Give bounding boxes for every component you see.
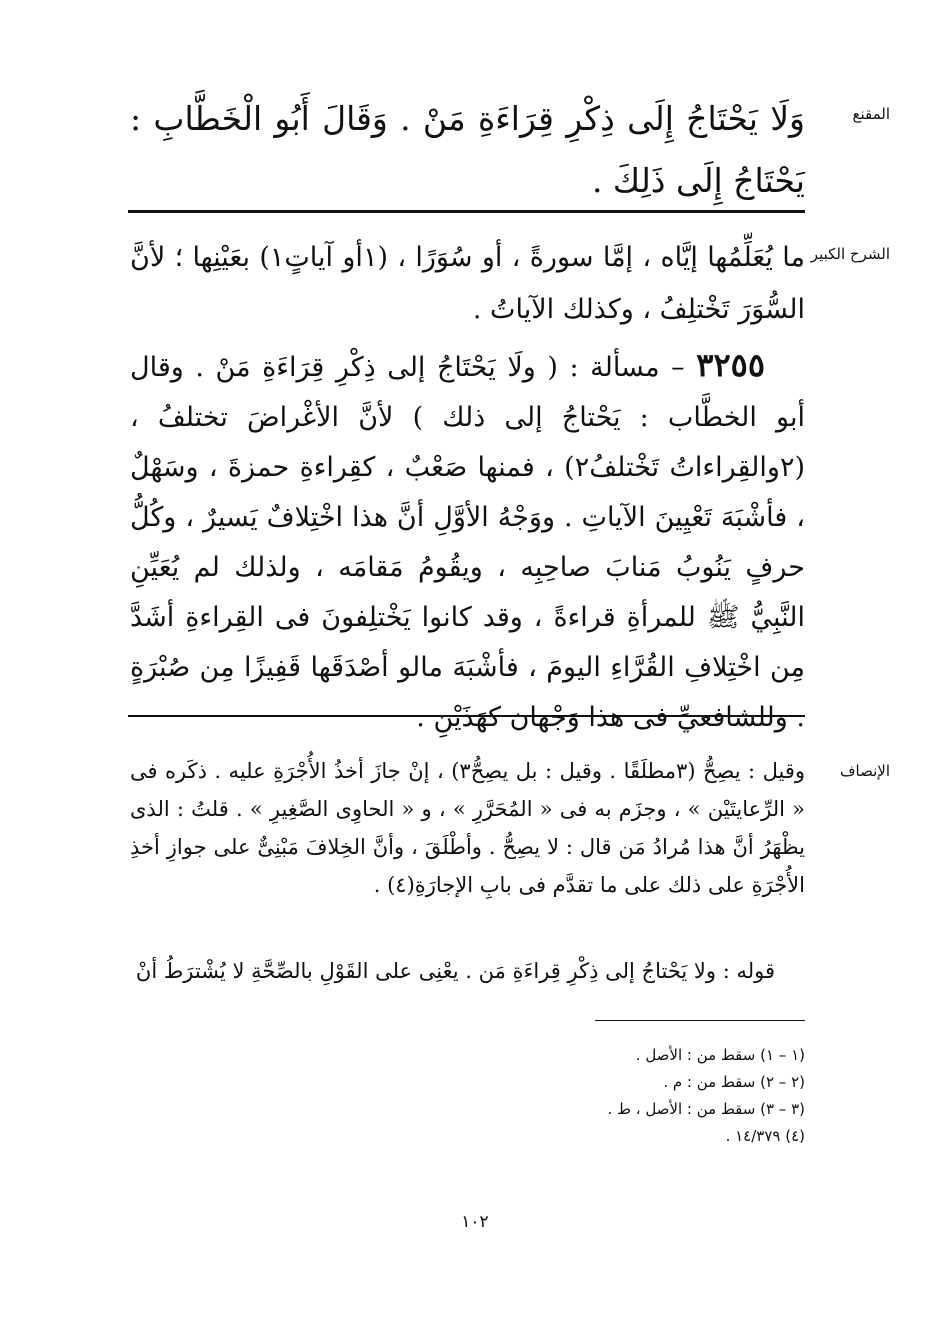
footnote-3: (٣ – ٣) سقط من : الأصل ، ط . (607, 1100, 805, 1118)
sharh-paragraph-2-text: – مسألة : ( ولَا يَحْتَاجُ إلى ذِكْرِ قِرَاءَةِ مَنْ . وقال أبو الخطَّاب : يَحْتاجُ إلى ذلك ) لأنَّ الأغْراضَ تختلفُ ، (٢والقِراءاتُ تَخْتلفُ٢) ، فمنها صَعْبٌ ، كقِراءةِ حمزةَ ، وسَهْلٌ ، فأشْبَهَ تَعْيِينَ الآياتِ . ووَجْهُ الأوَّلِ أنَّ هذا اخْتِلافٌ يَسيرٌ ، وكُلُّ حرفٍ يَنُوبُ مَنابَ صاحِبِه ، ويقُومُ مَقامَه ، ولذلك لم يُعَيِّنِ النَّبِيُّ ﷺ للمرأةِ قراءةً ، وقد كانوا يَخْتلِفونَ فى القِراءةِ أشَدَّ مِن اخْتِلافِ القُرَّاءِ اليومَ ، فأشْبَهَ مالو أصْدَقَها قَفِيزًا مِن صُبْرَةٍ . وللشافعيِّ فى هذا وَجْهان كهَذَيْنِ . (130, 352, 806, 733)
footnote-2: (٢ – ٢) سقط من : م . (663, 1073, 805, 1091)
sharh-paragraph-1: ما يُعَلِّمُها إيَّاه ، إمَّا سورةً ، أو سُوَرًا ، (١أو آياتٍ١) بعَيْنِها ؛ لأنَّ السُّوَرَ تَخْتلِفُ ، وكذلك الآياتُ . (130, 242, 805, 325)
muqni-text: وَلَا يَحْتَاجُ إِلَى ذِكْرِ قِرَاءَةِ مَنْ . وَقَالَ أَبُو الْخَطَّابِ : يَحْتَاجُ إِلَى ذَلِكَ . (130, 99, 805, 200)
section-label-sharh: الشرح الكبير (810, 245, 890, 263)
section-divider (128, 210, 805, 213)
issue-number: ٣٢٥٥ (696, 346, 765, 384)
section-label-insaf: الإنصاف (839, 762, 890, 780)
footnote-4: (٤) ١٤/٣٧٩ . (725, 1127, 805, 1145)
footnotes (405, 1042, 805, 1150)
page-number: ١٠٢ (461, 1212, 489, 1232)
section-label-muqni: المقنع (852, 105, 890, 123)
insaf-paragraph-2: قوله : ولا يَحْتاجُ إلى ذِكْرِ قِراءَةِ مَن . يعْنِى على القَوْلِ بالصِّحَّةِ لا يُشْترَطُ أنْ (135, 959, 775, 983)
footnote-1: (١ – ١) سقط من : الأصل . (635, 1046, 805, 1064)
sharh-paragraph-2 (130, 340, 805, 743)
section-divider (128, 715, 805, 717)
insaf-paragraph-1: وقيل : يصِحُّ (٣مطلَقًا . وقيل : بل يصِحُّ٣) ، إنْ جازَ أخذُ الأُجْرَةِ عليه . ذكَره فى « الرِّعايتَيْن » ، وجزَم به فى « المُحَرَّرِ » ، و « الحاوِى الصَّغِيرِ » . قلتُ : الذى يظْهَرُ أنَّ هذا مُرادُ مَن قال : لا يصِحُّ . وأطْلَقَ ، وأنَّ الخِلافَ مَبْنِىٌّ على جوازِ أخذِ الأُجْرَةِ على ذلك على ما تقدَّم فى بابِ الإجارَةِ(٤) . (130, 759, 806, 897)
footnote-divider (595, 1020, 805, 1021)
